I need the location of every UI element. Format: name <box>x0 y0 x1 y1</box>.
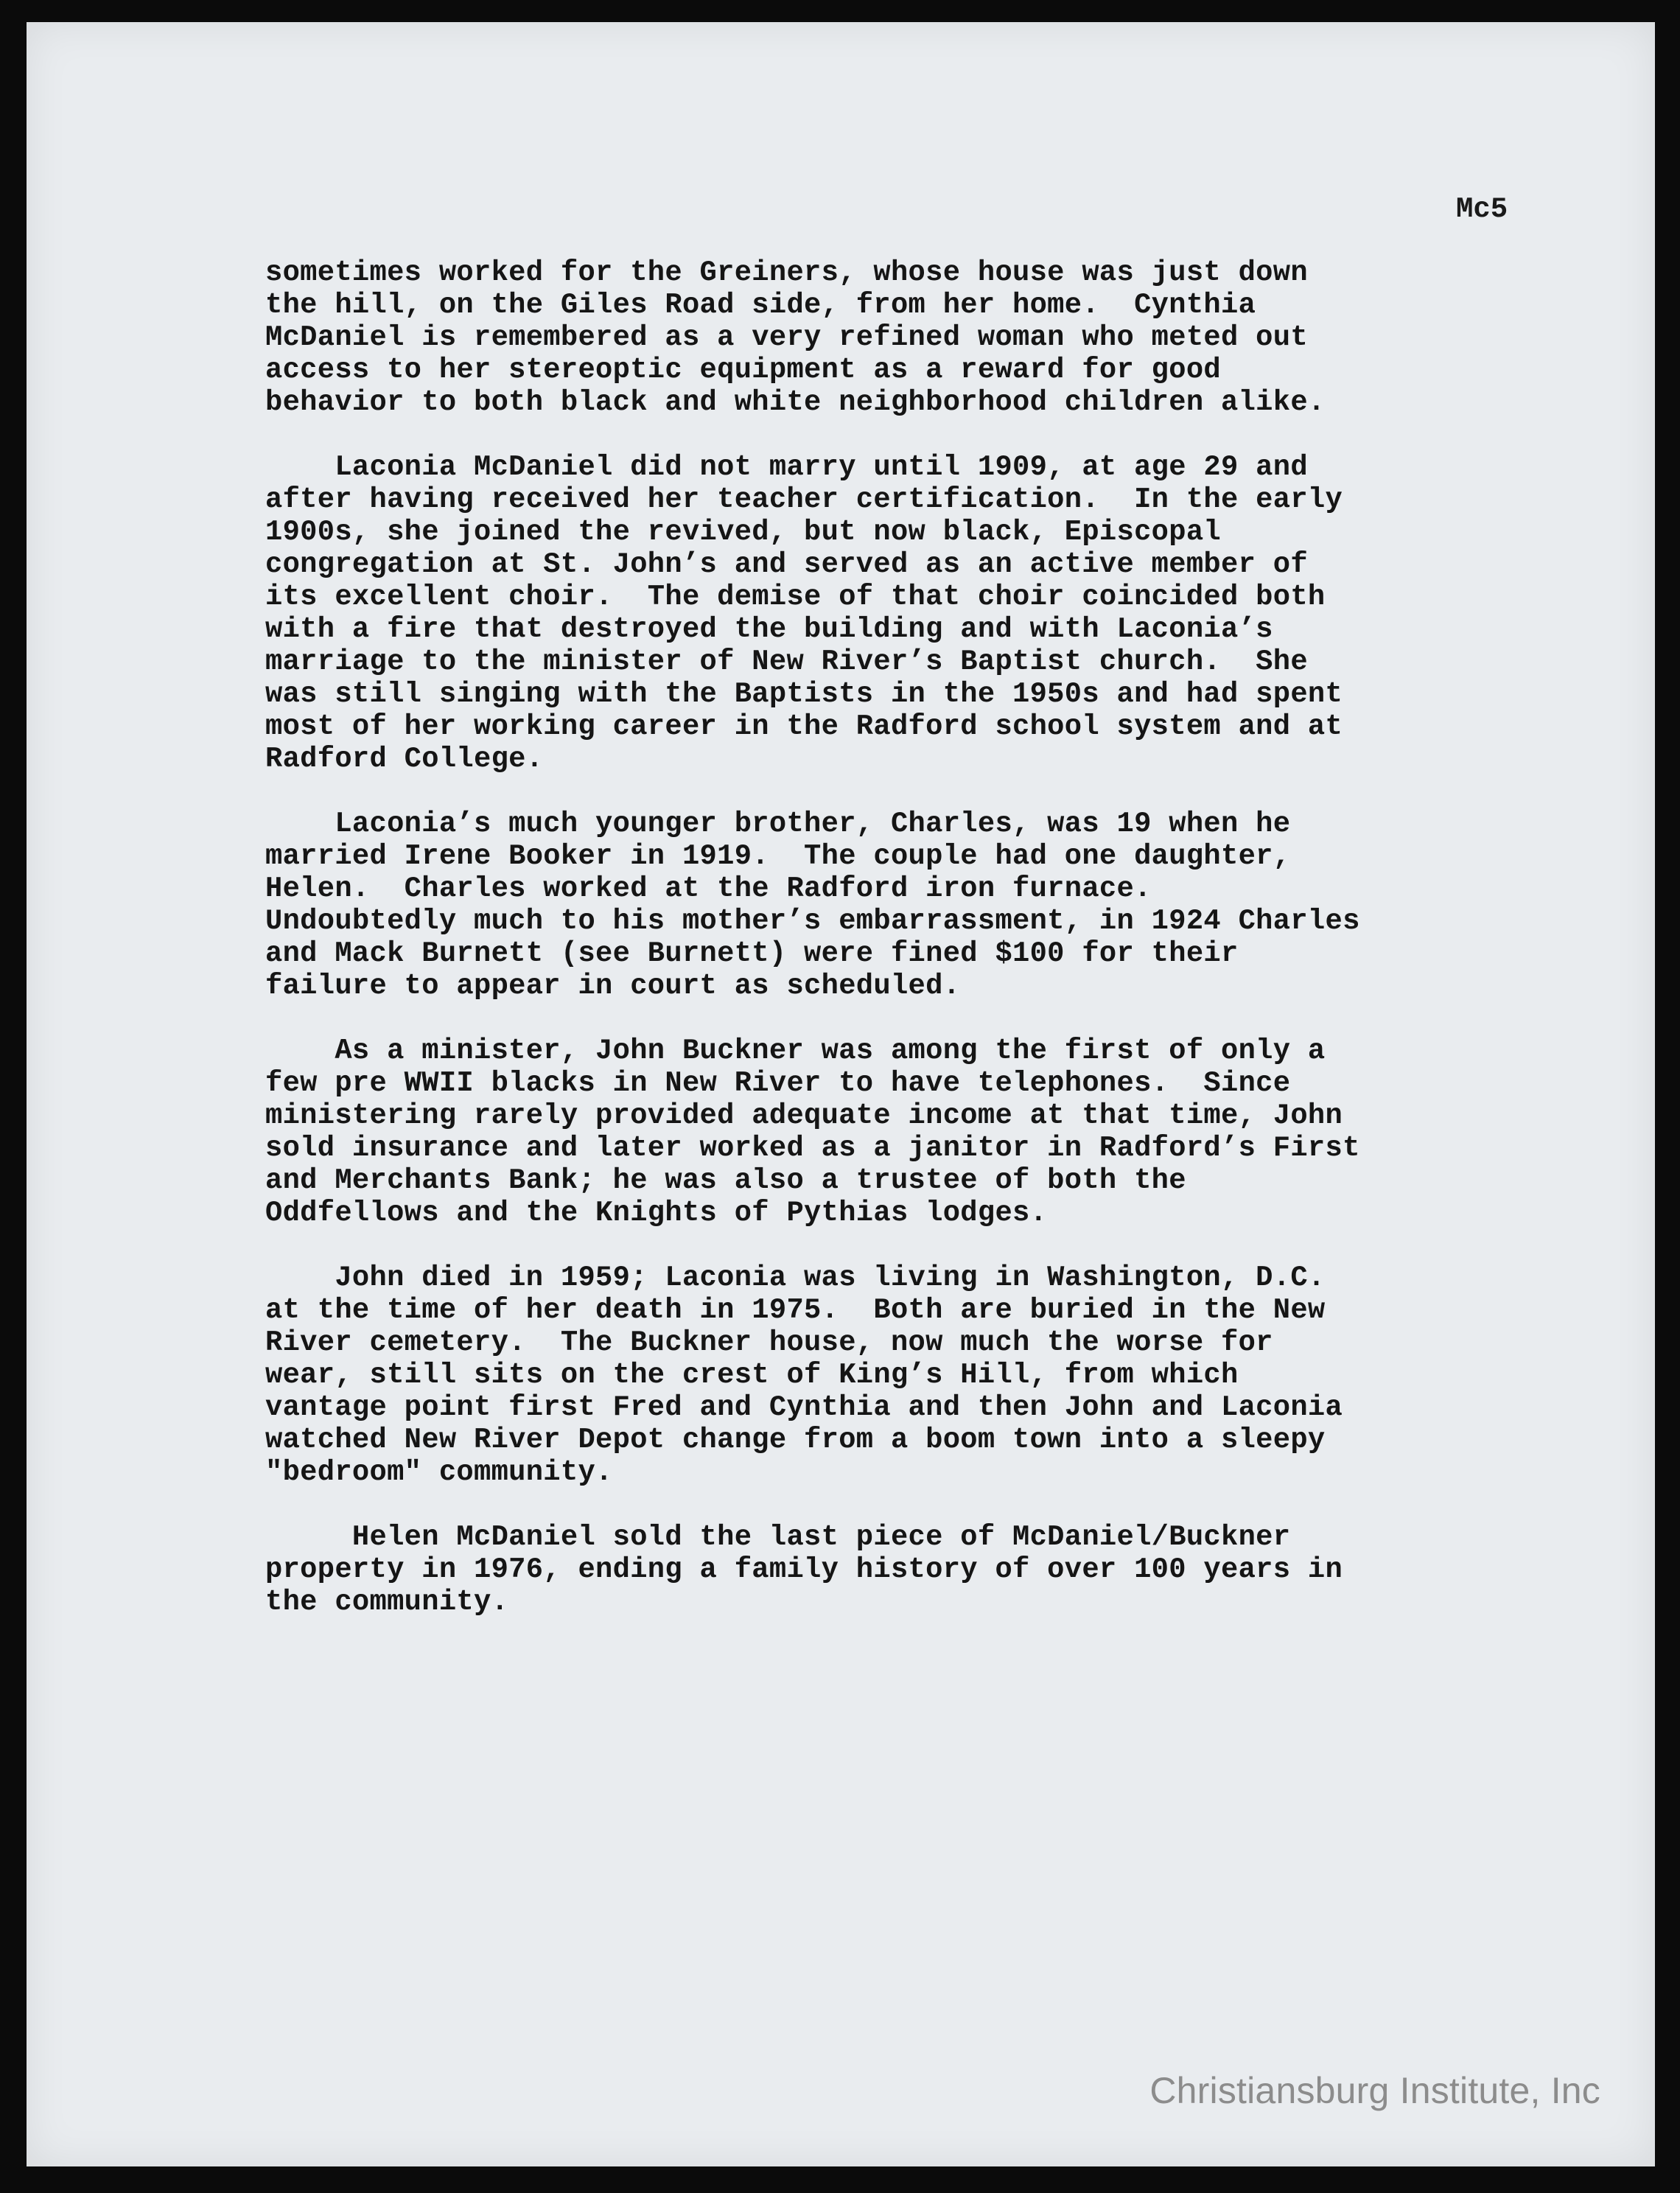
text-line: the community. <box>265 1586 509 1618</box>
paragraph-1 <box>265 256 1518 419</box>
text-line: 1900s, she joined the revived, but now black, Episcopal <box>265 516 1222 548</box>
text-line: McDaniel is remembered as a very refined woman who meted out <box>265 321 1308 354</box>
text-line: Laconia’s much younger brother, Charles, was 19 when he <box>265 808 1291 840</box>
body-text <box>265 256 1518 1651</box>
watermark-text: Christiansburg Institute, Inc <box>1149 2070 1600 2111</box>
text-line: access to her stereoptic equipment as a reward for good <box>265 354 1222 386</box>
text-line: married Irene Booker in 1919. The couple had one daughter, <box>265 840 1291 872</box>
text-line: with a fire that destroyed the building and with Laconia’s <box>265 613 1273 646</box>
paragraph-5 <box>265 1262 1518 1489</box>
text-line: after having received her teacher certification. In the early <box>265 483 1343 516</box>
text-line: failure to appear in court as scheduled. <box>265 970 961 1002</box>
paragraph-3 <box>265 808 1518 1002</box>
text-line: congregation at St. John’s and served as an active member of <box>265 548 1308 581</box>
paragraph-2 <box>265 451 1518 775</box>
text-line: and Merchants Bank; he was also a trustee of both the <box>265 1164 1186 1197</box>
page-number: Mc5 <box>1456 193 1508 225</box>
text-line: Laconia McDaniel did not marry until 1909, at age 29 and <box>265 451 1308 483</box>
text-line: property in 1976, ending a family history of over 100 years in <box>265 1553 1343 1586</box>
text-line: "bedroom" community. <box>265 1456 613 1489</box>
text-line: ministering rarely provided adequate income at that time, John <box>265 1099 1343 1132</box>
text-line: As a minister, John Buckner was among the first of only a <box>265 1035 1326 1067</box>
text-line: John died in 1959; Laconia was living in Washington, D.C. <box>265 1262 1326 1294</box>
text-line: vantage point first Fred and Cynthia and then John and Laconia <box>265 1391 1343 1424</box>
text-line: watched New River Depot change from a boom town into a sleepy <box>265 1424 1326 1456</box>
text-line: was still singing with the Baptists in the 1950s and had spent <box>265 678 1343 710</box>
text-line: Helen. Charles worked at the Radford iron furnace. <box>265 872 1152 905</box>
text-line: at the time of her death in 1975. Both are buried in the New <box>265 1294 1326 1326</box>
text-line: sometimes worked for the Greiners, whose house was just down <box>265 256 1308 289</box>
text-line: River cemetery. The Buckner house, now much the worse for <box>265 1326 1273 1359</box>
text-line: the hill, on the Giles Road side, from her home. Cynthia <box>265 289 1256 321</box>
text-line: marriage to the minister of New River’s Baptist church. She <box>265 646 1308 678</box>
text-line: Helen McDaniel sold the last piece of McDaniel/Buckner <box>265 1521 1291 1553</box>
text-line: behavior to both black and white neighborhood children alike. <box>265 386 1326 419</box>
text-line: its excellent choir. The demise of that choir coincided both <box>265 581 1326 613</box>
text-line: sold insurance and later worked as a janitor in Radford’s First <box>265 1132 1360 1164</box>
paragraph-4 <box>265 1035 1518 1229</box>
paragraph-6 <box>265 1521 1518 1618</box>
text-line: Oddfellows and the Knights of Pythias lodges. <box>265 1197 1048 1229</box>
text-line: wear, still sits on the crest of King’s Hill, from which <box>265 1359 1239 1391</box>
text-line: Radford College. <box>265 743 544 775</box>
text-line: and Mack Burnett (see Burnett) were fined $100 for their <box>265 937 1239 970</box>
text-line: Undoubtedly much to his mother’s embarrassment, in 1924 Charles <box>265 905 1360 937</box>
text-line: few pre WWII blacks in New River to have telephones. Since <box>265 1067 1291 1099</box>
text-line: most of her working career in the Radford school system and at <box>265 710 1343 743</box>
document-page <box>27 22 1655 2166</box>
